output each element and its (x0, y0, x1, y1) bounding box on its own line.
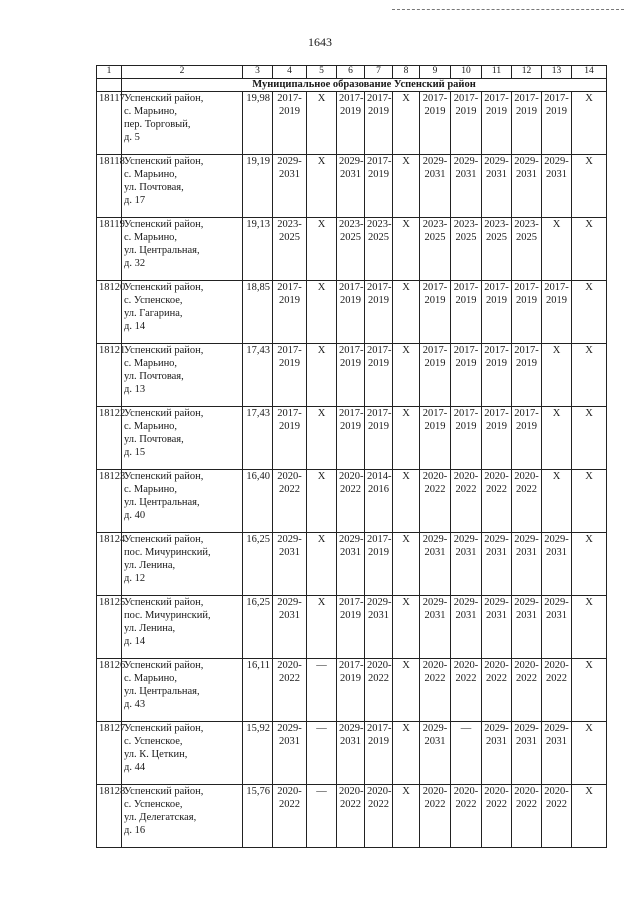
column-header: 6 (337, 66, 365, 79)
period-cell: 2023-2025 (512, 218, 542, 281)
address-line: пос. Мичуринский, (124, 547, 211, 559)
period-cell: 2020-2022 (482, 785, 512, 848)
table-row (97, 659, 607, 722)
address-line: с. Марьино, (124, 169, 178, 181)
section-title: Муниципальное образование Успенский район (122, 78, 607, 92)
address-line: пер. Торговый, (124, 118, 191, 130)
period-cell: — (307, 785, 337, 848)
period-cell: 2029-2031 (512, 533, 542, 596)
period-cell: 2017-2019 (273, 281, 307, 344)
period-cell: 2017-2019 (337, 596, 365, 659)
period-cell: 2029-2031 (512, 596, 542, 659)
period-cell: 2017-2019 (365, 281, 393, 344)
period-cell: 2020-2022 (542, 785, 572, 848)
period-cell: 2020-2022 (482, 470, 512, 533)
address-line: Успенский район, (124, 786, 204, 798)
column-header: 8 (393, 66, 420, 79)
row-number: 18127 (97, 722, 122, 785)
period-cell: 2029-2031 (365, 596, 393, 659)
period-cell: — (307, 659, 337, 722)
period-cell: 2029-2031 (451, 596, 482, 659)
period-cell: X (393, 596, 420, 659)
period-cell: X (572, 533, 607, 596)
period-cell: 2017-2019 (420, 281, 451, 344)
period-cell: X (307, 155, 337, 218)
table-body (97, 66, 607, 848)
address-line: Успенский район, (124, 345, 204, 357)
address-line: д. 40 (124, 509, 146, 521)
value-cell: 19,19 (243, 155, 273, 218)
table-row (97, 785, 607, 848)
address-line: ул. Центральная, (124, 244, 200, 256)
period-cell: X (542, 218, 572, 281)
period-cell: 2017-2019 (512, 344, 542, 407)
table-row (97, 596, 607, 659)
address-line: д. 12 (124, 572, 146, 584)
period-cell: X (393, 218, 420, 281)
period-cell: X (572, 218, 607, 281)
period-cell: 2017-2019 (420, 407, 451, 470)
period-cell: 2017-2019 (512, 407, 542, 470)
period-cell: 2020-2022 (273, 470, 307, 533)
address-line: Успенский район, (124, 156, 204, 168)
row-number: 18123 (97, 470, 122, 533)
table-row (97, 470, 607, 533)
address-cell (122, 155, 243, 218)
address-line: с. Марьино, (124, 232, 178, 244)
period-cell: 2020-2022 (451, 785, 482, 848)
period-cell: 2020-2022 (512, 659, 542, 722)
period-cell: 2023-2025 (451, 218, 482, 281)
address-line: д. 5 (124, 131, 140, 143)
period-cell: 2017-2019 (451, 344, 482, 407)
period-cell: X (393, 344, 420, 407)
period-cell: X (307, 407, 337, 470)
period-cell: X (542, 407, 572, 470)
address-line: Успенский район, (124, 660, 204, 672)
address-line: с. Марьино, (124, 358, 178, 370)
column-header: 3 (243, 66, 273, 79)
value-cell: 16,25 (243, 533, 273, 596)
section-spacer (97, 78, 122, 92)
row-number: 18121 (97, 344, 122, 407)
period-cell: — (451, 722, 482, 785)
column-header: 12 (512, 66, 542, 79)
column-header: 10 (451, 66, 482, 79)
period-cell: X (307, 344, 337, 407)
address-cell (122, 92, 243, 155)
address-cell (122, 407, 243, 470)
column-header: 13 (542, 66, 572, 79)
address-line: д. 44 (124, 761, 146, 773)
period-cell: X (307, 533, 337, 596)
column-header: 14 (572, 66, 607, 79)
period-cell: 2029-2031 (337, 533, 365, 596)
row-number: 18118 (97, 155, 122, 218)
period-cell: 2017-2019 (337, 407, 365, 470)
period-cell: 2017-2019 (365, 722, 393, 785)
period-cell: 2023-2025 (482, 218, 512, 281)
period-cell: 2029-2031 (542, 596, 572, 659)
period-cell: X (307, 281, 337, 344)
row-number: 18122 (97, 407, 122, 470)
period-cell: 2017-2019 (365, 92, 393, 155)
period-cell: 2029-2031 (337, 155, 365, 218)
period-cell: 2017-2019 (420, 344, 451, 407)
row-number: 18126 (97, 659, 122, 722)
period-cell: X (572, 596, 607, 659)
period-cell: 2017-2019 (273, 344, 307, 407)
period-cell: X (393, 155, 420, 218)
period-cell: 2020-2022 (482, 659, 512, 722)
table-row (97, 281, 607, 344)
column-header: 11 (482, 66, 512, 79)
period-cell: X (393, 722, 420, 785)
address-line: Успенский район, (124, 93, 204, 105)
address-line: ул. Почтовая, (124, 181, 184, 193)
period-cell: 2029-2031 (337, 722, 365, 785)
period-cell: 2029-2031 (451, 155, 482, 218)
value-cell: 17,43 (243, 344, 273, 407)
value-cell: 17,43 (243, 407, 273, 470)
period-cell: 2029-2031 (542, 533, 572, 596)
period-cell: X (307, 92, 337, 155)
address-line: Успенский район, (124, 408, 204, 420)
period-cell: 2023-2025 (420, 218, 451, 281)
period-cell: 2017-2019 (512, 281, 542, 344)
column-header: 4 (273, 66, 307, 79)
period-cell: 2020-2022 (512, 470, 542, 533)
column-header: 1 (97, 66, 122, 79)
address-line: ул. Делегатская, (124, 811, 197, 823)
period-cell: X (572, 281, 607, 344)
period-cell: X (393, 92, 420, 155)
period-cell: 2020-2022 (542, 659, 572, 722)
table-row (97, 722, 607, 785)
period-cell: X (572, 344, 607, 407)
data-table (96, 65, 607, 848)
period-cell: X (572, 659, 607, 722)
period-cell: 2029-2031 (512, 155, 542, 218)
period-cell: 2029-2031 (542, 155, 572, 218)
address-cell (122, 281, 243, 344)
period-cell: 2020-2022 (420, 785, 451, 848)
period-cell: X (542, 470, 572, 533)
period-cell: X (572, 722, 607, 785)
period-cell: 2017-2019 (482, 407, 512, 470)
address-line: с. Успенское, (124, 736, 183, 748)
period-cell: X (307, 218, 337, 281)
address-cell (122, 218, 243, 281)
column-header: 9 (420, 66, 451, 79)
period-cell: 2020-2022 (451, 470, 482, 533)
address-cell (122, 659, 243, 722)
period-cell: X (307, 470, 337, 533)
period-cell: X (572, 407, 607, 470)
address-line: д. 15 (124, 446, 146, 458)
address-line: Успенский район, (124, 471, 204, 483)
period-cell: X (572, 92, 607, 155)
period-cell: X (572, 155, 607, 218)
period-cell: 2020-2022 (273, 659, 307, 722)
address-line: с. Марьино, (124, 484, 178, 496)
period-cell: X (393, 785, 420, 848)
address-line: пос. Мичуринский, (124, 610, 211, 622)
period-cell: 2017-2019 (337, 344, 365, 407)
address-line: ул. Почтовая, (124, 370, 184, 382)
period-cell: 2017-2019 (337, 659, 365, 722)
period-cell: 2020-2022 (512, 785, 542, 848)
address-line: ул. Ленина, (124, 622, 176, 634)
section-row (97, 78, 607, 92)
top-rule (392, 9, 624, 10)
address-cell (122, 785, 243, 848)
period-cell: X (307, 596, 337, 659)
address-line: ул. Центральная, (124, 685, 200, 697)
period-cell: 2029-2031 (482, 533, 512, 596)
period-cell: X (393, 470, 420, 533)
address-line: Успенский район, (124, 723, 204, 735)
row-number: 18124 (97, 533, 122, 596)
address-line: ул. Центральная, (124, 496, 200, 508)
period-cell: 2029-2031 (482, 722, 512, 785)
period-cell: 2029-2031 (420, 596, 451, 659)
address-line: с. Марьино, (124, 421, 178, 433)
column-header: 2 (122, 66, 243, 79)
period-cell: 2017-2019 (365, 344, 393, 407)
period-cell: 2029-2031 (482, 596, 512, 659)
address-cell (122, 344, 243, 407)
period-cell: X (393, 533, 420, 596)
period-cell: 2017-2019 (482, 281, 512, 344)
address-line: Успенский район, (124, 282, 204, 294)
period-cell: 2020-2022 (451, 659, 482, 722)
period-cell: 2017-2019 (512, 92, 542, 155)
period-cell: 2020-2022 (365, 785, 393, 848)
period-cell: — (307, 722, 337, 785)
address-line: с. Успенское, (124, 799, 183, 811)
period-cell: 2023-2025 (273, 218, 307, 281)
address-cell (122, 596, 243, 659)
row-number: 18120 (97, 281, 122, 344)
period-cell: 2029-2031 (542, 722, 572, 785)
period-cell: 2020-2022 (420, 659, 451, 722)
value-cell: 16,11 (243, 659, 273, 722)
period-cell: 2017-2019 (482, 344, 512, 407)
period-cell: X (393, 281, 420, 344)
period-cell: 2023-2025 (365, 218, 393, 281)
period-cell: 2020-2022 (337, 470, 365, 533)
period-cell: 2020-2022 (365, 659, 393, 722)
period-cell: 2029-2031 (451, 533, 482, 596)
address-cell (122, 722, 243, 785)
address-line: д. 13 (124, 383, 146, 395)
address-line: ул. Почтовая, (124, 433, 184, 445)
column-header: 7 (365, 66, 393, 79)
value-cell: 16,25 (243, 596, 273, 659)
period-cell: X (393, 659, 420, 722)
address-line: с. Марьино, (124, 106, 178, 118)
row-number: 18119 (97, 218, 122, 281)
row-number: 18125 (97, 596, 122, 659)
period-cell: 2020-2022 (273, 785, 307, 848)
period-cell: 2029-2031 (420, 533, 451, 596)
period-cell: 2017-2019 (273, 407, 307, 470)
header-row (97, 66, 607, 79)
period-cell: 2020-2022 (337, 785, 365, 848)
period-cell: 2017-2019 (420, 92, 451, 155)
period-cell: 2017-2019 (273, 92, 307, 155)
period-cell: 2029-2031 (512, 722, 542, 785)
address-line: Успенский район, (124, 219, 204, 231)
period-cell: 2017-2019 (365, 533, 393, 596)
column-header: 5 (307, 66, 337, 79)
row-number: 18117 (97, 92, 122, 155)
period-cell: 2020-2022 (420, 470, 451, 533)
address-line: д. 14 (124, 320, 146, 332)
address-line: д. 32 (124, 257, 146, 269)
period-cell: X (572, 470, 607, 533)
address-line: д. 14 (124, 635, 146, 647)
table-row (97, 344, 607, 407)
address-line: Успенский район, (124, 534, 204, 546)
table-row (97, 155, 607, 218)
value-cell: 16,40 (243, 470, 273, 533)
address-line: ул. К. Цеткин, (124, 748, 188, 760)
period-cell: X (542, 344, 572, 407)
value-cell: 15,92 (243, 722, 273, 785)
address-line: д. 16 (124, 824, 146, 836)
address-line: д. 43 (124, 698, 146, 710)
period-cell: 2017-2019 (451, 407, 482, 470)
period-cell: 2017-2019 (365, 155, 393, 218)
period-cell: 2017-2019 (337, 281, 365, 344)
period-cell: 2029-2031 (273, 155, 307, 218)
period-cell: 2029-2031 (273, 722, 307, 785)
table-row (97, 533, 607, 596)
period-cell: 2029-2031 (420, 722, 451, 785)
period-cell: 2014-2016 (365, 470, 393, 533)
period-cell: 2023-2025 (337, 218, 365, 281)
value-cell: 15,76 (243, 785, 273, 848)
value-cell: 18,85 (243, 281, 273, 344)
period-cell: X (572, 785, 607, 848)
table-row (97, 407, 607, 470)
table-row (97, 92, 607, 155)
period-cell: 2017-2019 (365, 407, 393, 470)
period-cell: X (393, 407, 420, 470)
period-cell: 2017-2019 (451, 92, 482, 155)
period-cell: 2029-2031 (420, 155, 451, 218)
value-cell: 19,13 (243, 218, 273, 281)
row-number: 18128 (97, 785, 122, 848)
address-line: Успенский район, (124, 597, 204, 609)
value-cell: 19,98 (243, 92, 273, 155)
period-cell: 2029-2031 (273, 596, 307, 659)
page-number: 1643 (308, 35, 332, 49)
period-cell: 2029-2031 (273, 533, 307, 596)
address-line: ул. Гагарина, (124, 307, 183, 319)
address-line: д. 17 (124, 194, 146, 206)
address-cell (122, 533, 243, 596)
address-line: с. Успенское, (124, 295, 183, 307)
address-line: ул. Ленина, (124, 559, 176, 571)
period-cell: 2017-2019 (451, 281, 482, 344)
period-cell: 2017-2019 (482, 92, 512, 155)
period-cell: 2017-2019 (542, 92, 572, 155)
period-cell: 2017-2019 (337, 92, 365, 155)
address-cell (122, 470, 243, 533)
table-row (97, 218, 607, 281)
period-cell: 2017-2019 (542, 281, 572, 344)
period-cell: 2029-2031 (482, 155, 512, 218)
address-line: с. Марьино, (124, 673, 178, 685)
